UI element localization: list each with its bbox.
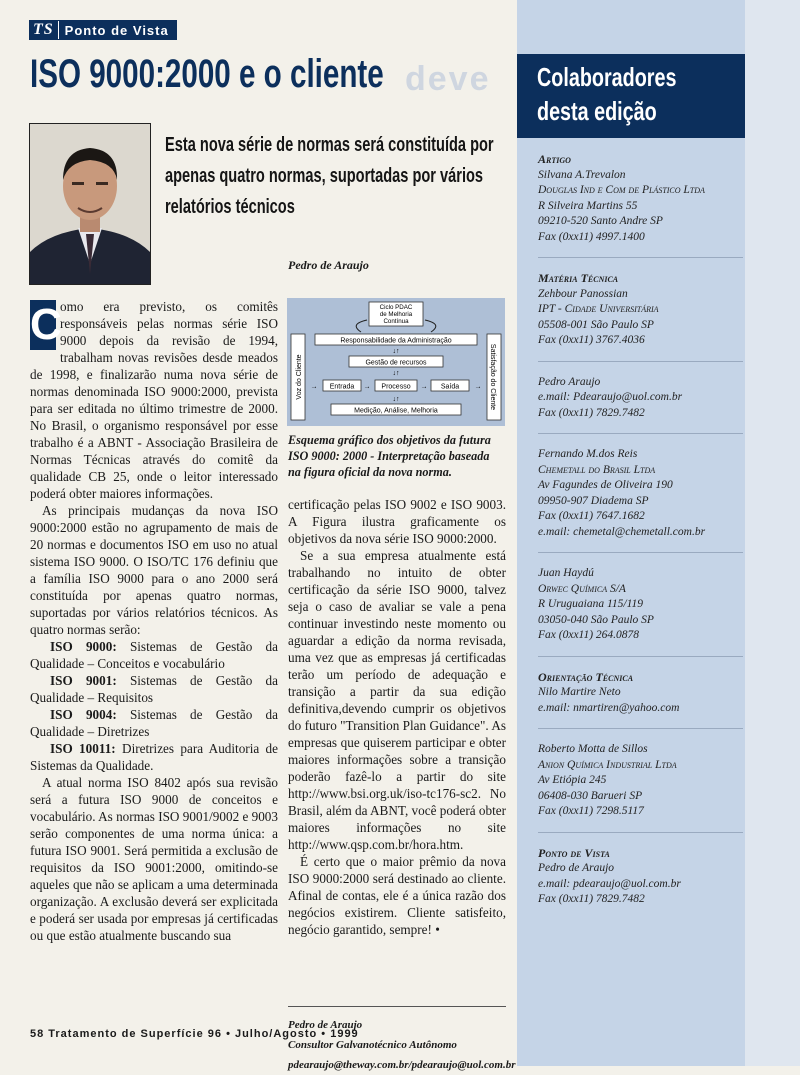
svg-text:→: → bbox=[310, 383, 318, 391]
author-photo bbox=[29, 123, 151, 285]
paragraph-1: C omo era previsto, os comitês responsáveis pelas normas série ISO 9000 depois da revisão de 1994, trabalham novas revisões desde meados de 1998, e finalizarão numa nova série de normas denominada ISO 9000:2000, prevista para ser editada no último trimestre de 2000. No Brasil, o organismo responsável por esse trabalho é a ABNT - Associação Brasileira de Normas Técnicas através do comitê da qualidade CB 25, onde o leitor interessado poderá obter maiores informações. bbox=[30, 299, 278, 501]
iso-diagram bbox=[287, 298, 505, 426]
contributor-line: Chemetall do Brasil Ltda bbox=[538, 463, 656, 476]
contributor-line: Av Etiópia 245 bbox=[538, 774, 607, 786]
drop-cap: C bbox=[30, 300, 62, 349]
paragraph-5: Se a sua empresa atualmente está trabalhando no intuito de obter certificação da série ISO 9000, talvez seja o caso de avaliar se vale a pena continuar investindo neste momento ou aguardar a edição da norma revisada, uma vez que as empresas já certificadas terão um período de adequação e transição a partir da sua edição definitiva,devendo cumprir os objetivos do futuro "Transition Plan Guidance". As empresas que quiserem participar e obter maiores informações sobre a transição poderão fazê-lo a partir do site http://www.bsi.org.uk/iso-tc176-sc2. No Brasil, além da ABNT, você poderá obter maiores informações no site http://www.qsp.com.br/hora.htm. bbox=[288, 548, 507, 852]
svg-text:↓↑: ↓↑ bbox=[392, 396, 400, 403]
contributor-entry bbox=[538, 566, 743, 657]
byline: Pedro de Araujo bbox=[288, 258, 369, 272]
contributor-line: Pedro de Araujo bbox=[538, 862, 615, 874]
contributor-line: Fax (0xx11) 7298.5117 bbox=[538, 805, 644, 817]
contributor-line: 06408-030 Barueri SP bbox=[538, 789, 643, 802]
author-emails: pdearaujo@theway.com.br/pdearaujo@uol.com.br bbox=[288, 1059, 516, 1071]
contributor-line: Fax (0xx11) 7829.7482 bbox=[538, 893, 645, 905]
contributor-line: e.mail: Pdearaujo@uol.com.br bbox=[538, 391, 683, 403]
contributor-line: Fax (0xx11) 264.0878 bbox=[538, 629, 640, 641]
sidebar-title: Colaboradores desta edição bbox=[537, 62, 677, 126]
paragraph-4: certificação pelas ISO 9002 e ISO 9003. A Figura ilustra graficamente os objetivos da nova série ISO 9000:2000. bbox=[288, 497, 506, 546]
contributor-line: R Silveira Martins 55 bbox=[538, 199, 638, 212]
contributor-line: Pedro Araujo bbox=[538, 375, 601, 388]
article-dek: Esta nova série de normas será constituída por apenas quatro normas, suportadas por vários relatórios técnicos bbox=[165, 134, 494, 218]
contributor-entry bbox=[538, 152, 743, 258]
contributor-line: e.mail: chemetal@chemetall.com.br bbox=[538, 525, 706, 538]
contributor-line: R Uruguaiana 115/119 bbox=[538, 598, 643, 610]
contributor-entry bbox=[538, 375, 743, 435]
contributor-line: Roberto Motta de Sillos bbox=[538, 743, 648, 755]
standard-item: ISO 9004: Sistemas de Gestão da Qualidade – Diretrizes bbox=[30, 707, 278, 739]
diagram-saida: Saída bbox=[440, 383, 460, 391]
diagram-entrada: Entrada bbox=[329, 383, 355, 391]
svg-text:↓↑: ↓↑ bbox=[392, 348, 400, 355]
contributor-entry bbox=[538, 447, 743, 553]
paragraph-6: É certo que o maior prêmio da nova ISO 9000:2000 será destinado ao cliente. Afinal de contas, ele é a única razão dos negócios existirem. Cliente satisfeito, negócio garantido, sempre! • bbox=[288, 854, 506, 937]
contributor-line: Fax (0xx11) 4997.1400 bbox=[538, 230, 645, 243]
standard-item: ISO 9000: Sistemas de Gestão da Qualidade – Conceitos e vocabulário bbox=[30, 639, 278, 671]
section-label: Ponto de Vista bbox=[64, 22, 169, 38]
page-footer: 58 Tratamento de Superfície 96 • Julho/Agosto • 1999 bbox=[30, 1028, 359, 1040]
sidebar-edge-strip bbox=[745, 0, 800, 1066]
svg-text:Contínua: Contínua bbox=[383, 318, 409, 325]
contributor-line: Fax (0xx11) 3767.4036 bbox=[538, 334, 645, 346]
contributor-category: Matéria Técnica bbox=[538, 271, 619, 285]
contributor-line: Anion Química Industrial Ltda bbox=[538, 758, 677, 771]
article-column-middle bbox=[288, 496, 506, 938]
standard-item: ISO 10011: Diretrizes para Auditoria de Sistemas da Qualidade. bbox=[30, 741, 278, 773]
contributor-line: Silvana A.Trevalon bbox=[538, 168, 626, 181]
standard-item: ISO 9001: Sistemas de Gestão da Qualidade – Requisitos bbox=[30, 673, 278, 705]
diagram-satisfacao: Satisfação do Cliente bbox=[489, 343, 496, 411]
author-box bbox=[288, 1006, 516, 1075]
contributor-entry bbox=[538, 742, 743, 833]
contributor-line: Orwec Química S/A bbox=[538, 582, 626, 595]
svg-text:→: → bbox=[420, 383, 428, 391]
contributor-line: 09950-907 Diadema SP bbox=[538, 494, 649, 507]
contributor-line: Nilo Martire Neto bbox=[538, 686, 621, 698]
contributor-category: Ponto de Vista bbox=[538, 845, 610, 860]
contributor-line: Fax (0xx11) 7647.1682 bbox=[538, 510, 645, 522]
author-role: Consultor Galvanotécnico Autônomo bbox=[288, 1039, 457, 1051]
contributor-line: IPT - Cidade Universitária bbox=[538, 303, 659, 315]
diagram-resp: Responsabilidade da Administração bbox=[340, 337, 452, 345]
contributor-line: 03050-040 São Paulo SP bbox=[538, 613, 654, 626]
contributor-category: Artigo bbox=[538, 152, 571, 166]
diagram-medicao: Medição, Análise, Melhoria bbox=[354, 407, 438, 415]
contributor-line: Zehbour Panossian bbox=[538, 287, 628, 300]
standards-list bbox=[30, 638, 278, 774]
contributor-category: Orientação Técnica bbox=[538, 669, 634, 684]
diagram-recursos: Gestão de recursos bbox=[365, 359, 427, 367]
contributor-line: e.mail: pdearaujo@uol.com.br bbox=[538, 877, 681, 890]
section-tag bbox=[29, 20, 177, 40]
article-column-left bbox=[30, 298, 278, 944]
contributor-line: Juan Haydú bbox=[538, 567, 594, 579]
paragraph-2: As principais mudanças da nova ISO 9000:2000 estão no agrupamento de mais de 20 normas e documentos ISO em uso no atual sistema ISO 9000. O ISO/TC 176 definiu que a família ISO 9000 para o ano 2000 será constituída por apenas quatro normas, suportadas por vários relatórios técnicos. As quatro normas serão: bbox=[30, 503, 278, 637]
contributor-line: e.mail: nmartiren@yahoo.com bbox=[538, 701, 680, 714]
contributor-entry bbox=[538, 846, 743, 920]
contributor-entry bbox=[538, 271, 743, 362]
contributor-line: 09210-520 Santo Andre SP bbox=[538, 215, 663, 227]
diagram-processo: Processo bbox=[381, 383, 411, 391]
contributors-list bbox=[538, 152, 743, 933]
contributor-line: Av Fagundes de Oliveira 190 bbox=[538, 479, 673, 491]
contributor-line: Fernando M.dos Reis bbox=[538, 448, 638, 460]
article-headline: ISO 9000:2000 e o cliente bbox=[30, 52, 384, 96]
background-ghost-text: deve bbox=[405, 60, 491, 98]
magazine-logo: TS bbox=[33, 21, 59, 39]
author-name: Pedro de Araujo bbox=[288, 1019, 363, 1031]
svg-text:de Melhoria: de Melhoria bbox=[379, 311, 413, 318]
contributor-line: Fax (0xx11) 7829.7482 bbox=[538, 406, 645, 419]
contributor-entry bbox=[538, 670, 743, 730]
figure-caption: Esquema gráfico dos objetivos da futura ISO 9000: 2000 - Interpretação baseada na figura oficial da nova norma. bbox=[288, 433, 491, 479]
svg-text:→: → bbox=[474, 383, 482, 391]
diagram-voz: Voz do Cliente bbox=[296, 354, 303, 400]
contributor-line: 05508-001 São Paulo SP bbox=[538, 318, 654, 331]
diagram-cycle-label: Ciclo PDAC bbox=[379, 304, 413, 311]
end-mark: • bbox=[435, 922, 440, 937]
svg-text:→: → bbox=[363, 383, 371, 391]
svg-text:↓↑: ↓↑ bbox=[392, 370, 400, 377]
paragraph-3: A atual norma ISO 8402 após sua revisão será a futura ISO 9000 de conceitos e vocabulário. As normas ISO 9001/9002 e 9003 serão componentes de uma norma única: a futura ISO 9001. Será permitida a exclusão de requisitos da ISO 9001:2000, omitindo-se aqueles que não se aplicam a uma determinada organização. A exclusão deverá ser explicitada e poderá ser usada por empresas já certificadas ou que estão atualmente buscando sua bbox=[30, 775, 278, 943]
contributor-line: Douglas Ind e Com de Plástico Ltda bbox=[538, 184, 705, 196]
